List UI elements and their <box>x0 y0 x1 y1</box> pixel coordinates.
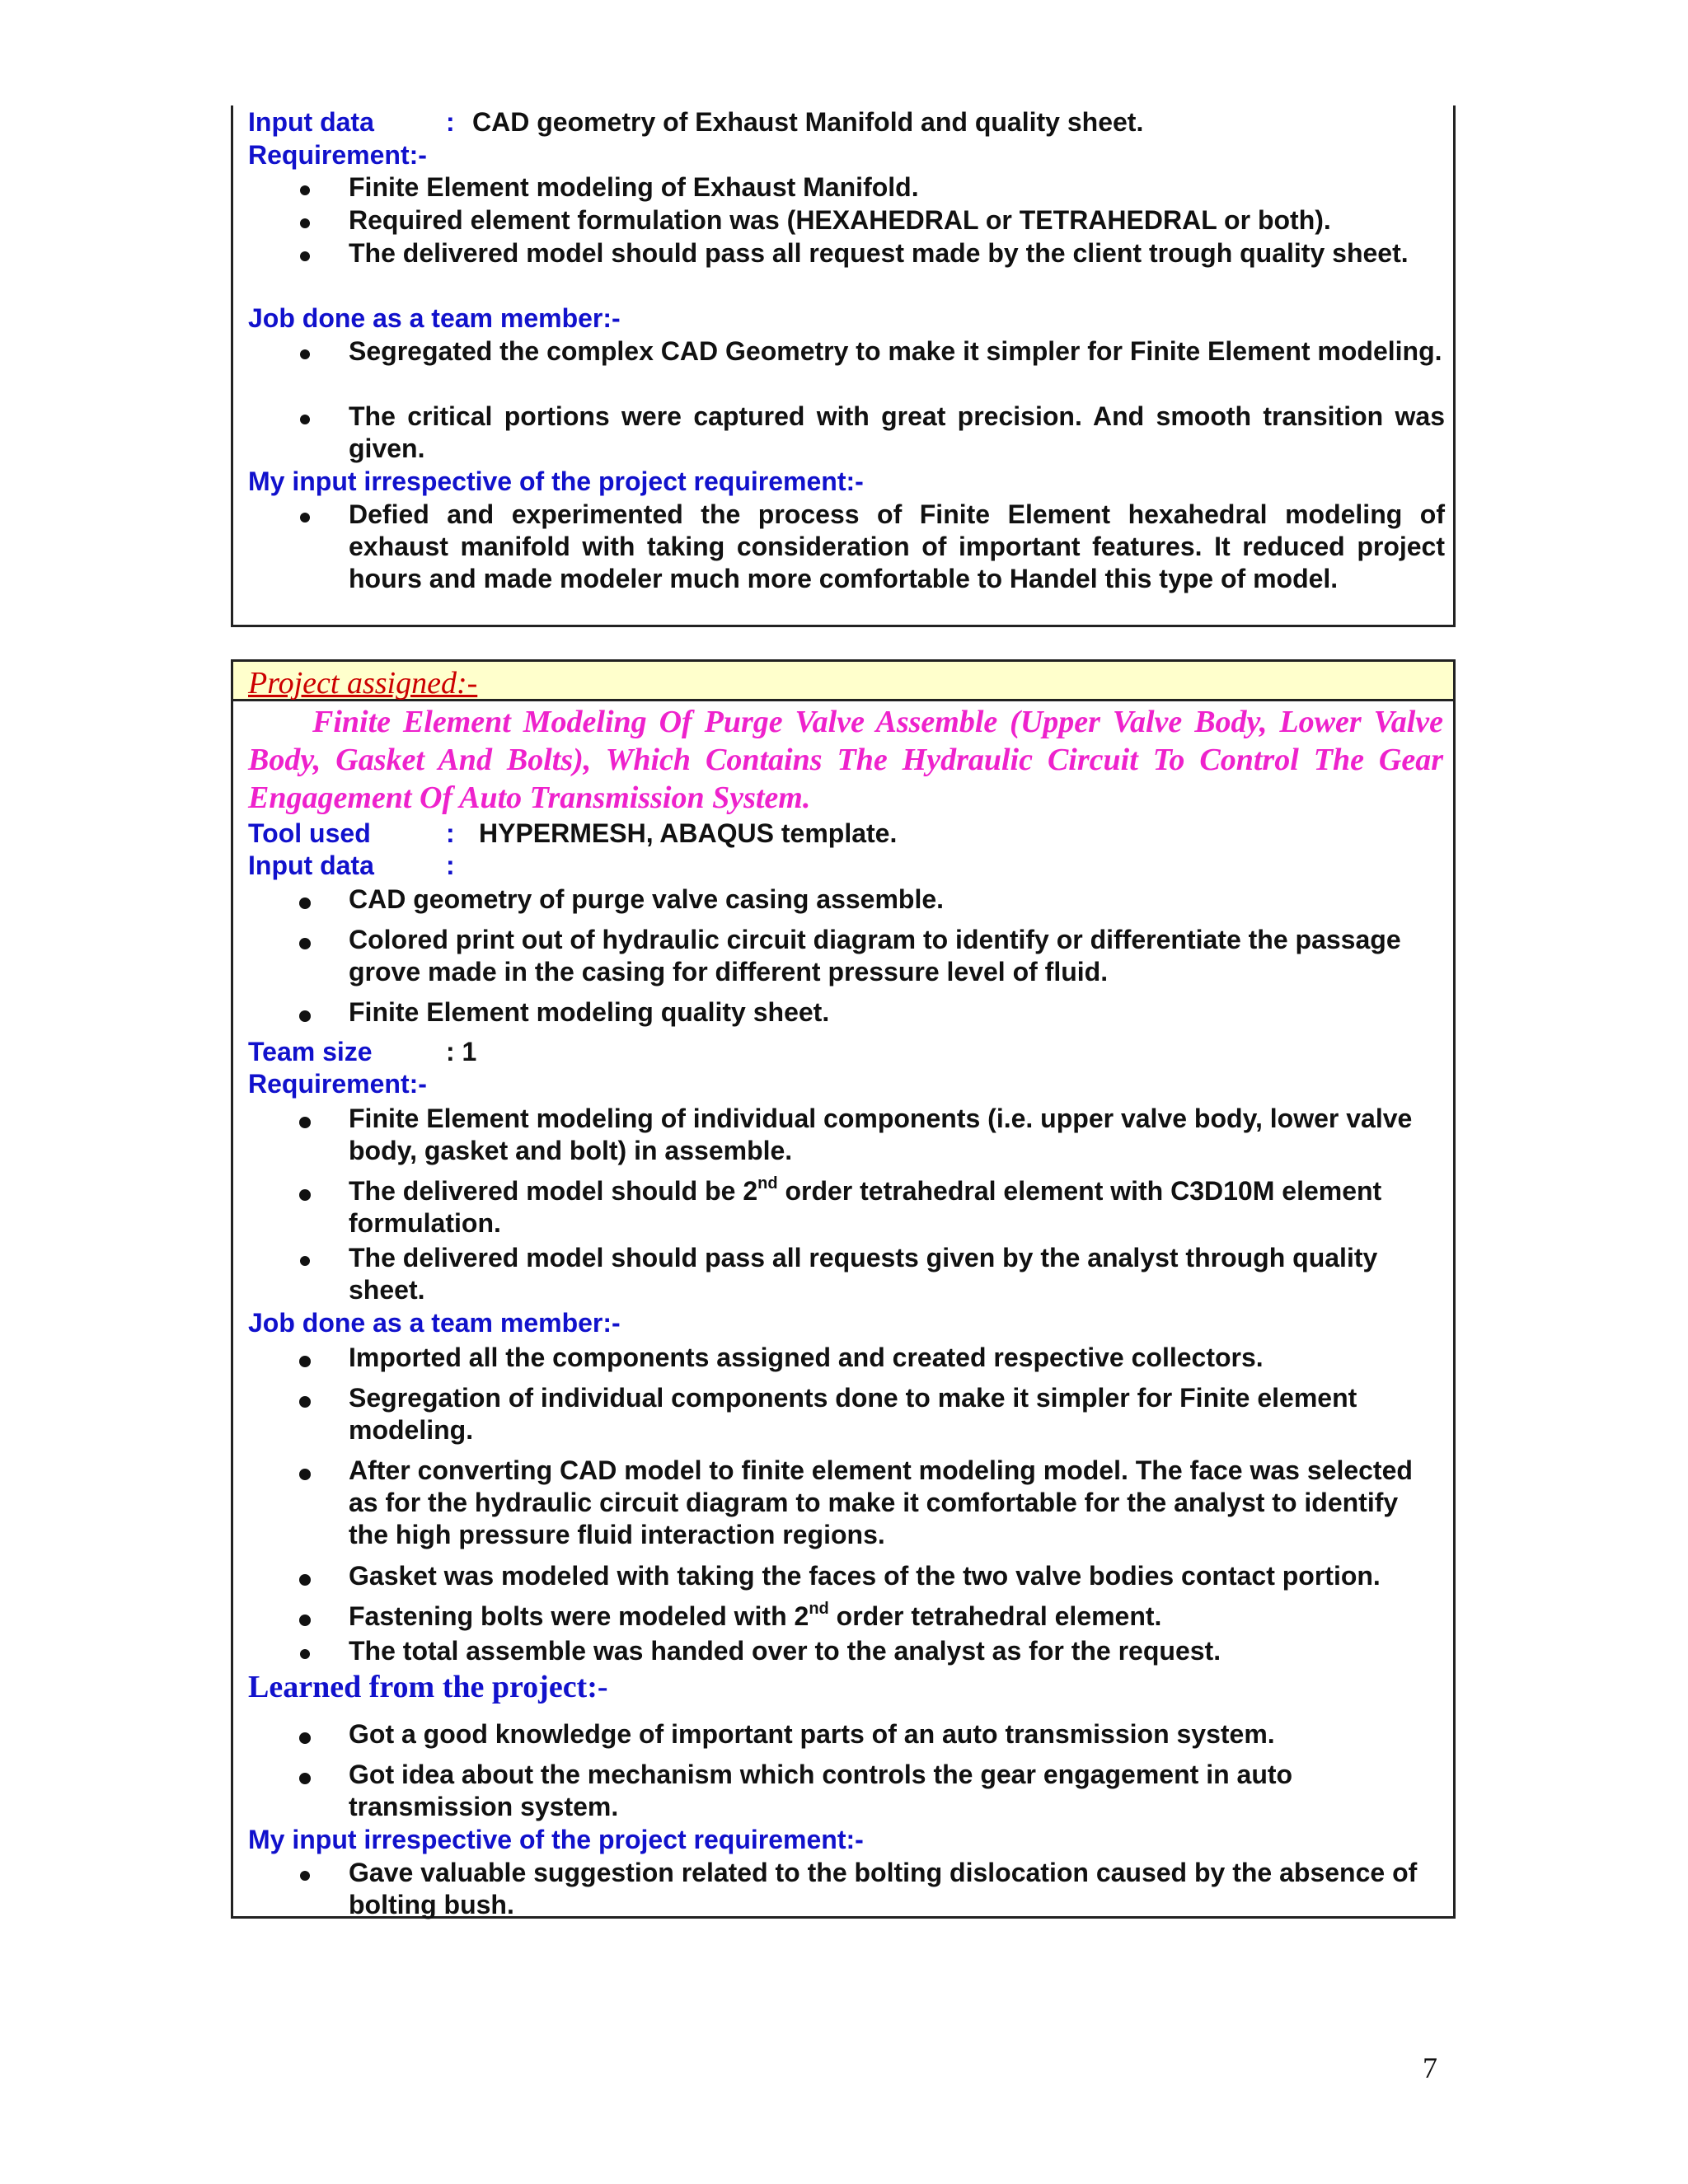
bullet-icon <box>300 513 310 523</box>
list-item <box>349 1175 1445 1240</box>
list-item: CAD geometry of purge valve casing assemble. <box>349 884 945 914</box>
bullet-icon <box>299 1732 311 1744</box>
list-item: Gave valuable suggestion related to the bolting dislocation caused by the absence of bolting bush. <box>349 1858 1418 1919</box>
learned-heading: Learned from the project:- <box>248 1670 608 1704</box>
req2-superscript: nd <box>757 1174 778 1193</box>
job-done-heading: Job done as a team member:- <box>248 1308 621 1338</box>
tool-used-label: Tool used <box>248 818 371 848</box>
list-item: Finite Element modeling of individual components (i.e. upper valve body, lower valve body, gasket and bolt) in assemble. <box>349 1104 1413 1165</box>
list-item <box>349 1601 1445 1633</box>
input-data-value: CAD geometry of Exhaust Manifold and quality sheet. <box>472 107 1144 137</box>
bullet-icon <box>300 1649 310 1659</box>
bullet-icon <box>299 938 311 949</box>
job-done-heading: Job done as a team member:- <box>248 303 621 333</box>
list-item: The critical portions were captured with great precision. And smooth transition was given. <box>349 401 1445 463</box>
list-item: Finite Element modeling of Exhaust Manifold. <box>349 172 919 202</box>
list-item: Segregation of individual components done to make it simpler for Finite element modeling. <box>349 1383 1357 1445</box>
bullet-icon <box>299 1396 311 1408</box>
list-item: The delivered model should pass all requests given by the analyst through quality sheet. <box>349 1243 1378 1305</box>
bullet-icon <box>300 251 310 261</box>
list-item: The delivered model should pass all request made by the client trough quality sheet. <box>349 238 1409 268</box>
list-item: After converting CAD model to finite element modeling model. The face was selected as for the hydraulic circuit diagram to make it comfortable for the analyst to identify the high pressure fluid interaction regions. <box>349 1455 1413 1549</box>
tool-used-value: HYPERMESH, ABAQUS template. <box>479 818 898 848</box>
list-item: The total assemble was handed over to the analyst as for the request. <box>349 1636 1221 1666</box>
bullet-icon <box>299 1010 311 1022</box>
exhaust-manifold-section <box>231 105 1456 627</box>
team-size-label: Team size <box>248 1037 373 1066</box>
job5-text-start: Fastening bolts were modeled with 2 <box>349 1601 809 1631</box>
bullet-icon <box>299 1574 311 1586</box>
bullet-icon <box>299 1469 311 1480</box>
input-data-colon: : <box>446 851 455 880</box>
input-data-label: Input data <box>248 107 374 137</box>
project-assigned-label: Project assigned:- <box>248 666 478 701</box>
bullet-icon <box>299 1189 311 1201</box>
list-item: Got idea about the mechanism which controls the gear engagement in auto transmission system. <box>349 1760 1293 1821</box>
bullet-icon <box>300 349 310 359</box>
job5-text-end: order tetrahedral element. <box>828 1601 1162 1631</box>
bullet-icon <box>300 1256 310 1266</box>
my-input-heading: My input irrespective of the project requirement:- <box>248 466 864 496</box>
bullet-icon <box>299 898 311 909</box>
req2-text-end: order tetrahedral element with C3D10M element formulation. <box>349 1176 1382 1238</box>
req2-text-start: The delivered model should be 2 <box>349 1176 758 1206</box>
list-item: Got a good knowledge of important parts of an auto transmission system. <box>349 1719 1275 1749</box>
list-item: Imported all the components assigned and created respective collectors. <box>349 1343 1264 1372</box>
project-summary: Finite Element Modeling Of Purge Valve Assemble (Upper Valve Body, Lower Valve Body, Gasket And Bolts), Which Contains The Hydraulic Circuit To Control The Gear Engagement Of Auto Transmission System. <box>248 705 1443 815</box>
requirement-heading: Requirement:- <box>248 140 427 170</box>
bullet-icon <box>300 1871 310 1881</box>
input-data-label: Input data <box>248 851 374 880</box>
list-item: Colored print out of hydraulic circuit diagram to identify or differentiate the passage grove made in the casing for different pressure level of fluid. <box>349 925 1401 987</box>
purge-valve-section <box>231 659 1456 1919</box>
my-input-heading: My input irrespective of the project requirement:- <box>248 1825 864 1854</box>
bullet-icon <box>299 1615 311 1626</box>
bullet-icon <box>300 218 310 228</box>
project-title-bar <box>233 662 1453 701</box>
job5-superscript: nd <box>809 1600 829 1618</box>
list-item: Gasket was modeled with taking the faces of the two valve bodies contact portion. <box>349 1561 1381 1591</box>
list-item: Defied and experimented the process of Finite Element hexahedral modeling of exhaust manifold with taking consideration of important features. It reduced project hours and made modeler much more comfortable to Handel this type of model. <box>349 499 1445 593</box>
page-number: 7 <box>1423 2051 1437 2084</box>
bullet-icon <box>299 1356 311 1367</box>
bullet-icon <box>300 185 310 195</box>
bullet-icon <box>300 415 310 424</box>
bullet-icon <box>299 1773 311 1784</box>
tool-used-colon: : <box>446 818 455 848</box>
list-item: Finite Element modeling quality sheet. <box>349 997 830 1027</box>
team-size-value: : 1 <box>446 1037 477 1066</box>
input-data-colon: : <box>446 107 455 137</box>
bullet-icon <box>299 1117 311 1128</box>
requirement-heading: Requirement:- <box>248 1069 427 1099</box>
list-item: Segregated the complex CAD Geometry to make it simpler for Finite Element modeling. <box>349 336 1442 366</box>
list-item: Required element formulation was (HEXAHEDRAL or TETRAHEDRAL or both). <box>349 205 1331 235</box>
